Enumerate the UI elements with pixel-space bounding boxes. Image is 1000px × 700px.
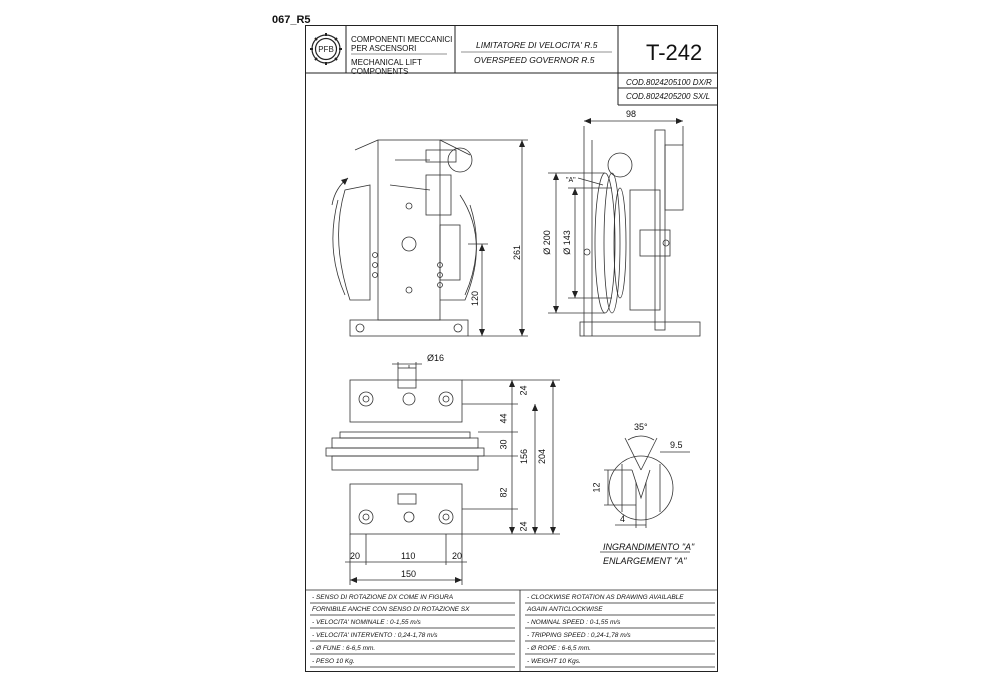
dim-d143: Ø 143 xyxy=(561,230,572,255)
note-en-4: - TRIPPING SPEED : 0,24-1,78 m/s xyxy=(527,632,631,639)
note-it-2: FORNIBILE ANCHE CON SENSO DI ROTAZIONE SX xyxy=(312,606,470,613)
dim-204: 204 xyxy=(537,448,548,465)
enlargement-label-en: ENLARGEMENT "A" xyxy=(603,556,687,566)
dim-156: 156 xyxy=(519,448,530,465)
dim-24a: 24 xyxy=(518,385,529,396)
code-right: COD.8024205100 DX/R xyxy=(626,78,712,87)
company-line1-it: COMPONENTI MECCANICI xyxy=(351,35,453,44)
model-number: T-242 xyxy=(646,40,703,65)
note-en-1: - CLOCKWISE ROTATION AS DRAWING AVAILABLE xyxy=(527,594,684,601)
note-en-3: - NOMINAL SPEED : 0-1,55 m/s xyxy=(527,619,621,626)
side-view xyxy=(548,121,700,336)
sheet-code: 067_R5 xyxy=(272,14,311,26)
dim-120: 120 xyxy=(470,290,481,307)
code-left: COD.8024205200 SX/L xyxy=(626,92,711,101)
dim-110: 110 xyxy=(401,551,416,561)
marker-a: "A" xyxy=(566,177,576,184)
dim-20a: 20 xyxy=(350,551,361,561)
note-it-6: - PESO 10 Kg. xyxy=(312,658,355,665)
dim-4: 4 xyxy=(620,514,626,524)
notes-table xyxy=(305,590,718,672)
company-line2-en: COMPONENTS xyxy=(351,67,409,76)
note-it-3: - VELOCITA' NOMINALE : 0-1,55 m/s xyxy=(312,619,421,626)
dim-30: 30 xyxy=(498,439,509,450)
dim-d200: Ø 200 xyxy=(541,230,552,255)
dim-82: 82 xyxy=(498,487,509,498)
dim-20b: 20 xyxy=(452,551,463,561)
dim-98: 98 xyxy=(626,109,637,119)
note-en-6: - WEIGHT 10 Kgs. xyxy=(527,658,581,665)
product-name-it: LIMITATORE DI VELOCITA' R.5 xyxy=(476,40,598,50)
dim-12: 12 xyxy=(591,482,602,493)
front-view xyxy=(332,140,528,336)
logo-text: PFB xyxy=(318,45,334,54)
note-en-2: AGAIN ANTICLOCKWISE xyxy=(527,606,603,613)
dim-261: 261 xyxy=(512,244,523,261)
product-name-en: OVERSPEED GOVERNOR R.5 xyxy=(474,55,595,65)
enlargement-view xyxy=(600,436,690,552)
dim-angle-35: 35° xyxy=(634,422,648,432)
company-line2-it: PER ASCENSORI xyxy=(351,44,417,53)
note-it-4: - VELOCITA' INTERVENTO : 0,24-1,78 m/s xyxy=(312,632,438,639)
enlargement-label-it: INGRANDIMENTO "A" xyxy=(603,542,695,552)
note-it-5: - Ø FUNE : 6-6,5 mm. xyxy=(312,645,376,652)
dim-150: 150 xyxy=(401,569,417,579)
dim-9-5: 9.5 xyxy=(670,440,683,450)
note-en-5: - Ø ROPE : 6-6,5 mm. xyxy=(527,645,591,652)
note-it-1: - SENSO DI ROTAZIONE DX COME IN FIGURA xyxy=(312,594,454,601)
company-line1-en: MECHANICAL LIFT xyxy=(351,58,422,67)
dim-24b: 24 xyxy=(518,521,529,532)
dim-44: 44 xyxy=(498,413,509,424)
dim-d16: Ø16 xyxy=(427,353,445,363)
